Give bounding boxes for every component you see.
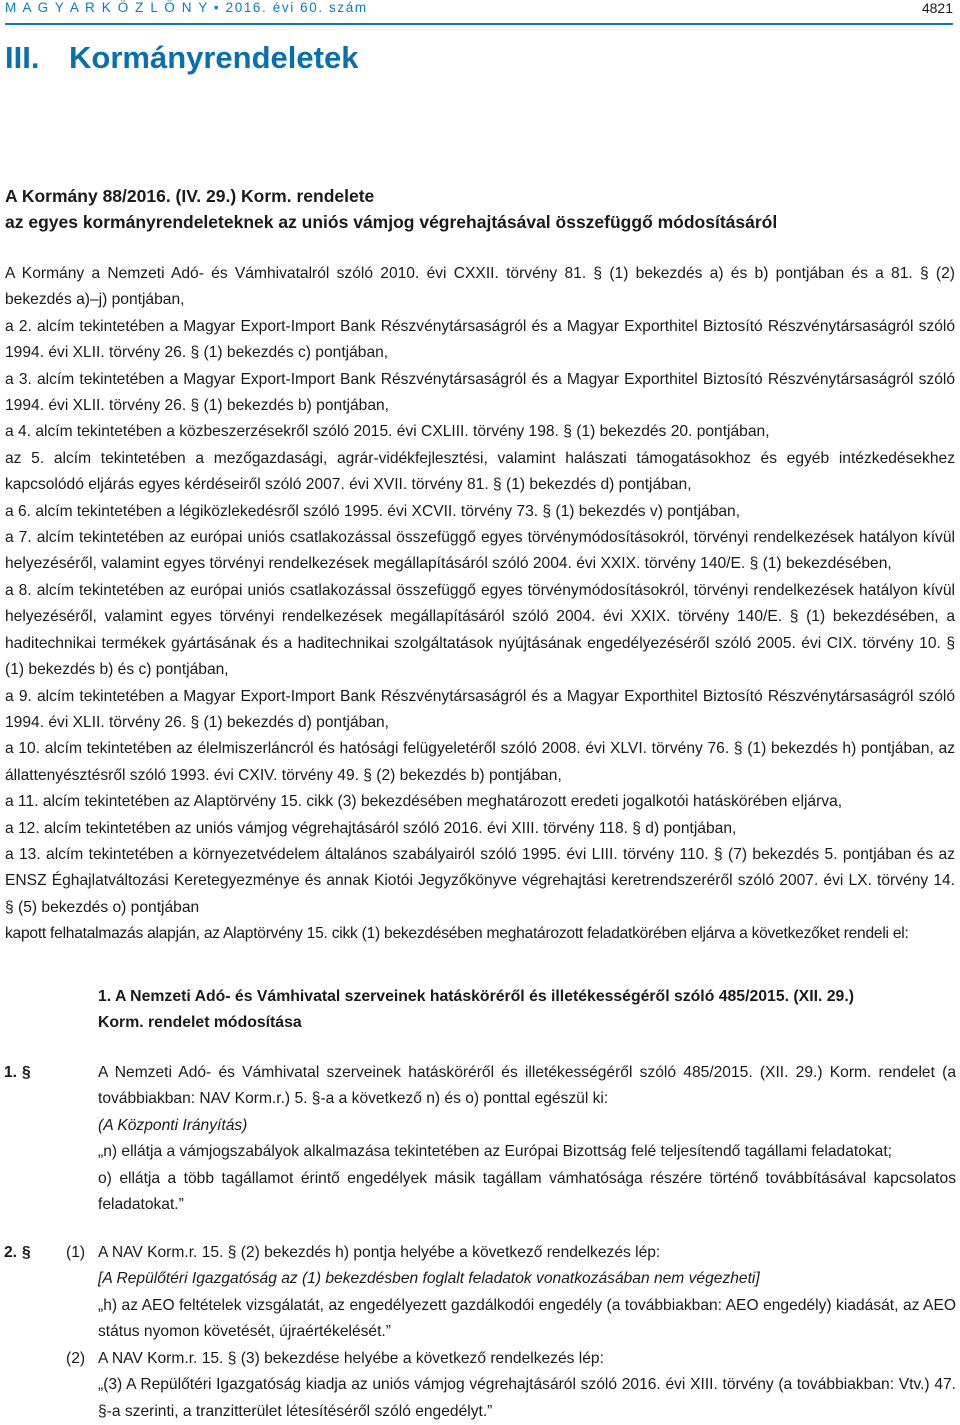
preamble-paragraph: a 10. alcím tekintetében az élelmiszerláncról és hatósági felügyeletéről szóló 2008. évi XLVI. törvény 76. § (1) bekezdés h) pontjában, az állattenyésztésről szóló 1993. évi CXIV. törvény 49. § (2) bekezdés b) pontjában, [5, 740, 955, 784]
preamble-paragraph: a 7. alcím tekintetében az európai uniós csatlakozással összefüggő egyes törvénymódosításokról, törvényi rendelkezések hatályon kívül helyezéséről, valamint egyes törvényi rendelkezések megállapításáról szóló 2004. évi XXIX. törvény 140/E. § (1) bekezdésében, [5, 529, 955, 573]
preamble-paragraph: a 13. alcím tekintetében a környezetvédelem általános szabályairól szóló 1995. évi LIII. törvény 110. § (7) bekezdés 5. pontjában és az ENSZ Éghajlatváltozási Keretegyezménye és annak Kiotói Jegyzőkönyve végrehajtási keretrendszeréről szóló 2007. évi LX. törvény 14. § (5) bekezdés o) pontjában [5, 845, 955, 916]
preamble-paragraph: az 5. alcím tekintetében a mezőgazdasági, agrár-vidékfejlesztési, valamint halászati támogatásokhoz és egyéb intézkedésekhez kapcsolódó eljárás egyes kérdéseiről szóló 2007. évi XVII. törvény 81. § (1) bekezdés d) pontjában, [5, 449, 955, 494]
paragraph-1 [0, 1060, 960, 1220]
running-header [5, 0, 953, 18]
paragraph-text: A Nemzeti Adó- és Vámhivatal szerveinek hatásköréről és illetékességéről szóló 485/2015. (XII. 29.) Korm. rendelet (a továbbiakban: NAV Korm.r.) 5. §-a a következő n) és o) ponttal egészül ki: [98, 1064, 956, 1108]
preamble-paragraph: a 9. alcím tekintetében a Magyar Export-Import Bank Részvénytársaságról és a Magyar Exporthitel Biztosító Részvénytársaságról szóló 1994. évi XLII. törvény 26. § (1) bekezdés d) pontjában, [5, 687, 955, 731]
section-heading-line-1: 1. A Nemzeti Adó- és Vámhivatal szerveinek hatásköréről és illetékességéről szóló 485/2015. (XII. 29.) [98, 988, 854, 1005]
paragraph-2 [0, 1240, 960, 1421]
subsection-1-content [98, 1240, 956, 1346]
chapter-number: III. [5, 40, 40, 75]
decree-title [5, 183, 953, 235]
preamble-paragraph: a 2. alcím tekintetében a Magyar Export-Import Bank Részvénytársaságról és a Magyar Exporthitel Biztosító Részvénytársaságról szóló 1994. évi XLII. törvény 26. § (1) bekezdés c) pontjában, [5, 317, 955, 362]
subsection-label: (1) [66, 1244, 86, 1261]
publication-name: M A G Y A R K Ö Z L Ö N Y • 2016. évi 60. szám [5, 0, 368, 15]
page-number: 4821 [921, 0, 953, 16]
context-note: [A Repülőtéri Igazgatóság az (1) bekezdésben foglalt feladatok vonatkozásában nem végezheti] [98, 1270, 760, 1288]
item-n: „n) ellátja a vámjogszabályok alkalmazása tekintetében az Európai Bizottság felé teljesítendő tagállami feladatokat; [98, 1143, 893, 1161]
preamble-paragraph: a 8. alcím tekintetében az európai uniós csatlakozással összefüggő egyes törvénymódosításokról, törvényi rendelkezések hatályon kívül helyezéséről, valamint egyes törvényi rendelkezések megállapításáról szóló 2004. évi XXIX. törvény 140/E. § (1) bekezdésében, a haditechnikai termékek gyártásának és a haditechnikai szolgáltatások nyújtásának engedélyezéséről szóló 2005. évi CIX. törvény 10. § (1) bekezdés b) és c) pontjában, [5, 581, 955, 679]
preamble-paragraph: a 12. alcím tekintetében az uniós vámjog végrehajtásáról szóló 2016. évi XIII. törvény 118. § d) pontjában, [5, 819, 737, 837]
preamble-paragraph: a 6. alcím tekintetében a légiközlekedésről szóló 1995. évi XCVII. törvény 73. § (1) bekezdés v) pontjában, [5, 502, 741, 520]
section-heading-line-2: Korm. rendelet módosítása [98, 1014, 302, 1031]
subsection-2-content [98, 1346, 956, 1425]
preamble-paragraph: a 3. alcím tekintetében a Magyar Export-Import Bank Részvénytársaságról és a Magyar Exporthitel Biztosító Részvénytársaságról szóló 1994. évi XLII. törvény 26. § (1) bekezdés b) pontjában, [5, 370, 955, 415]
section-symbol: § [22, 1064, 31, 1081]
paragraph-number: 1. [4, 1064, 18, 1081]
preamble [5, 261, 955, 948]
chapter-name: Kormányrendeletek [69, 40, 359, 75]
subsection-text: A NAV Korm.r. 15. § (3) bekezdése helyébe a következő rendelkezés lép: [98, 1350, 604, 1367]
preamble-paragraph: a 4. alcím tekintetében a közbeszerzésekről szóló 2015. évi CXLIII. törvény 198. § (1) bekezdés 20. pontjában, [5, 423, 770, 441]
subsection-text: A NAV Korm.r. 15. § (2) bekezdés h) pontja helyébe a következő rendelkezés lép: [98, 1244, 661, 1261]
header-rule [5, 23, 953, 25]
section-heading [98, 984, 958, 1036]
item-h: „h) az AEO feltételek vizsgálatát, az engedélyezett gazdálkodói engedély (a továbbiakban: AEO engedély) kiadását, az AEO státus nyomon követését, újraértékelését.” [98, 1296, 956, 1341]
section-symbol: § [22, 1244, 31, 1261]
decree-title-line-1: A Kormány 88/2016. (IV. 29.) Korm. rendelete [5, 186, 375, 206]
item-3: „(3) A Repülőtéri Igazgatóság kiadja az uniós vámjog végrehajtásáról szóló 2016. évi XIII. törvény (a továbbiakban: Vtv.) 47. §-a szerinti, a tranzitterület létesítéséről szóló engedélyt.” [98, 1376, 956, 1420]
chapter-title [5, 40, 358, 76]
context-note: (A Központi Irányítás) [98, 1116, 248, 1134]
decree-title-line-2: az egyes kormányrendeleteknek az uniós vámjog végrehajtásával összefüggő módosításáról [5, 212, 778, 232]
preamble-closing: kapott felhatalmazás alapján, az Alaptörvény 15. cikk (1) bekezdésében meghatározott feladatkörében eljárva a következőket rendeli el: [5, 925, 909, 943]
item-o: o) ellátja a több tagállamot érintő engedélyek másik tagállam vámhatósága részére történő továbbításával kapcsolatos feladatokat.” [98, 1169, 956, 1214]
preamble-paragraph: a 11. alcím tekintetében az Alaptörvény 15. cikk (3) bekezdésében meghatározott eredeti jogalkotói hatáskörében eljárva, [5, 793, 843, 811]
paragraph-number: 2. [4, 1244, 18, 1261]
preamble-paragraph: A Kormány a Nemzeti Adó- és Vámhivatalról szóló 2010. évi CXXII. törvény 81. § (1) bekezdés a) és b) pontjában és a 81. § (2) bekezdés a)–j) pontjában, [5, 265, 955, 309]
paragraph-1-content [98, 1060, 956, 1218]
subsection-label: (2) [66, 1350, 86, 1367]
